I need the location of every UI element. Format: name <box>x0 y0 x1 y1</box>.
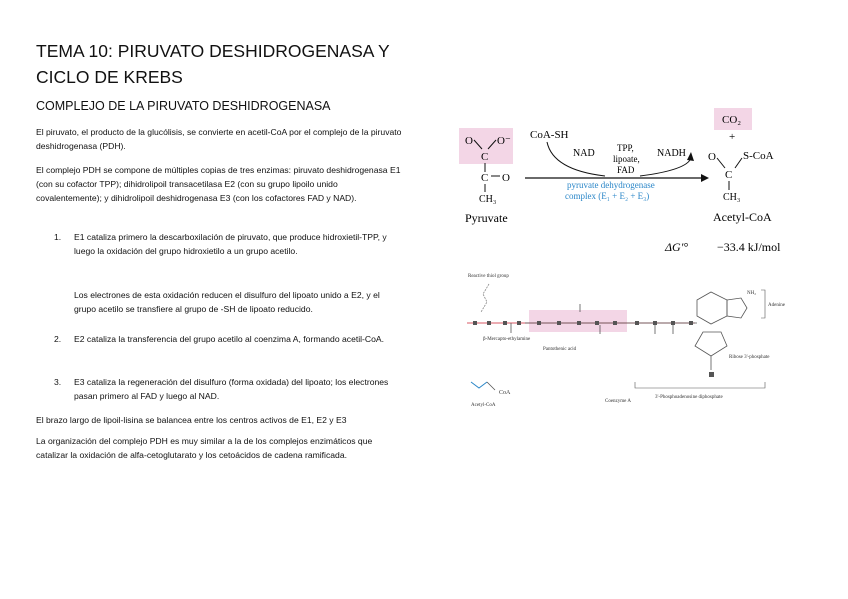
nadh-curve <box>640 158 691 176</box>
reactive-thiol-label: Reactive thiol group <box>468 274 509 279</box>
section-subtitle: COMPLEJO DE LA PIRUVATO DESHIDROGENASA <box>36 99 331 113</box>
mercapto-label: β-Mercapto-ethylamine <box>483 337 531 342</box>
pyruvate-ominus: O⁻ <box>497 135 511 147</box>
ribose-ring <box>695 332 727 356</box>
enzyme-label2: complex (E₁ + E₂ + E₃) <box>565 191 650 201</box>
list-item-extra: Los electrones de esta oxidación reducen el disulfuro del lipoato unido a E2, y el grupo acetilo se transfiere al grupo de -SH de lipoato reducido. <box>74 290 380 315</box>
adp-label: 3'-Phosphoadenosine diphosphate <box>655 395 723 400</box>
coash-label: CoA-SH <box>530 129 569 141</box>
list-number: 2. <box>54 334 62 344</box>
list-text: E1 cataliza primero la descarboxilación de piruvato, que produce hidroxietil-TPP, y luego la oxidación del grupo hidroxietilo a un grupo acetilo. <box>74 232 387 257</box>
list-text: E3 cataliza la regeneración del disulfuro (forma oxidada) del lipoato; los electrones pasan primero al FAD y luego al NAD. <box>74 377 389 402</box>
paragraph-complex: El complejo PDH se compone de múltiples copias de tres enzimas: piruvato deshidrogenasa E1 (con su cofactor TPP); dihidrolipoil transacetilasa E2 (con su grupo lipoilo unido covalentemente); y dihidrolipoil deshidrogenasa E3 (con los cofactores FAD y NAD). <box>36 165 401 204</box>
cofactor-line1: TPP, <box>617 143 634 153</box>
pyruvate-label: Pyruvate <box>465 211 508 225</box>
pdh-reaction-figure <box>455 108 795 260</box>
acetylcoa-label: Acetyl-CoA <box>713 210 772 224</box>
nadh-label: NADH <box>657 148 686 159</box>
pyruvate-c2: C <box>481 172 489 184</box>
pyruvate-ch3: CH₃ <box>479 194 497 205</box>
page-title: TEMA 10: PIRUVATO DESHIDROGENASA Y CICLO DE KREBS <box>36 41 390 87</box>
acetyl-c: C <box>725 169 733 181</box>
list-text: E2 cataliza la transferencia del grupo acetilo al coenzima A, formando acetil-CoA. <box>74 334 385 344</box>
acetyl-group <box>471 382 487 388</box>
acetylcoa-small-label: Acetyl-CoA <box>471 403 496 408</box>
paragraph-lipoyl: El brazo largo de lipoil-lisina se balancea entre los centros activos de E1, E2 y E3 <box>36 415 347 425</box>
plus-sign: + <box>729 131 736 143</box>
delta-g-label: ΔG'° <box>665 240 689 254</box>
delta-g-value: −33.4 kJ/mol <box>717 240 781 254</box>
coenzyme-label: Coenzyme A <box>605 399 631 404</box>
pyruvate-o: O <box>465 135 473 147</box>
nad-label: NAD <box>573 148 595 159</box>
acetyl-scoa: S-CoA <box>743 150 774 162</box>
paragraph-intro: El piruvato, el producto de la glucólisis, se convierte en acetil-CoA por el complejo de la piruvato deshidrogenasa (PDH). <box>36 127 402 152</box>
cofactor-line2: lipoate, <box>613 154 640 164</box>
enzyme-label1: pyruvate dehydrogenase <box>567 180 655 190</box>
list-number: 1. <box>54 232 62 242</box>
pantothenate-label: Pantothenic acid <box>543 347 577 352</box>
acetyl-ch3: CH₃ <box>723 192 741 203</box>
list-number: 3. <box>54 377 62 387</box>
pyruvate-c1: C <box>481 151 489 163</box>
acetyl-o: O <box>708 151 716 163</box>
cofactor-line3: FAD <box>617 165 635 175</box>
adenine-ring <box>697 292 727 324</box>
acetyl-coa-symbol: CoA <box>499 390 511 396</box>
paragraph-organization: La organización del complejo PDH es muy similar a la de los complejos enzimáticos que catalizar la oxidación de alfa-cetoglutarato y los cetoácidos de cadena ramificada. <box>36 436 373 461</box>
adenine-label: Adenine <box>768 303 785 308</box>
co2-label: CO₂ <box>722 114 742 126</box>
pyruvate-o2: O <box>502 172 510 184</box>
nh2-label: NH₂ <box>747 291 756 296</box>
coenzyme-a-figure <box>465 270 795 410</box>
ribose-label: Ribose 3'-phosphate <box>729 355 770 360</box>
